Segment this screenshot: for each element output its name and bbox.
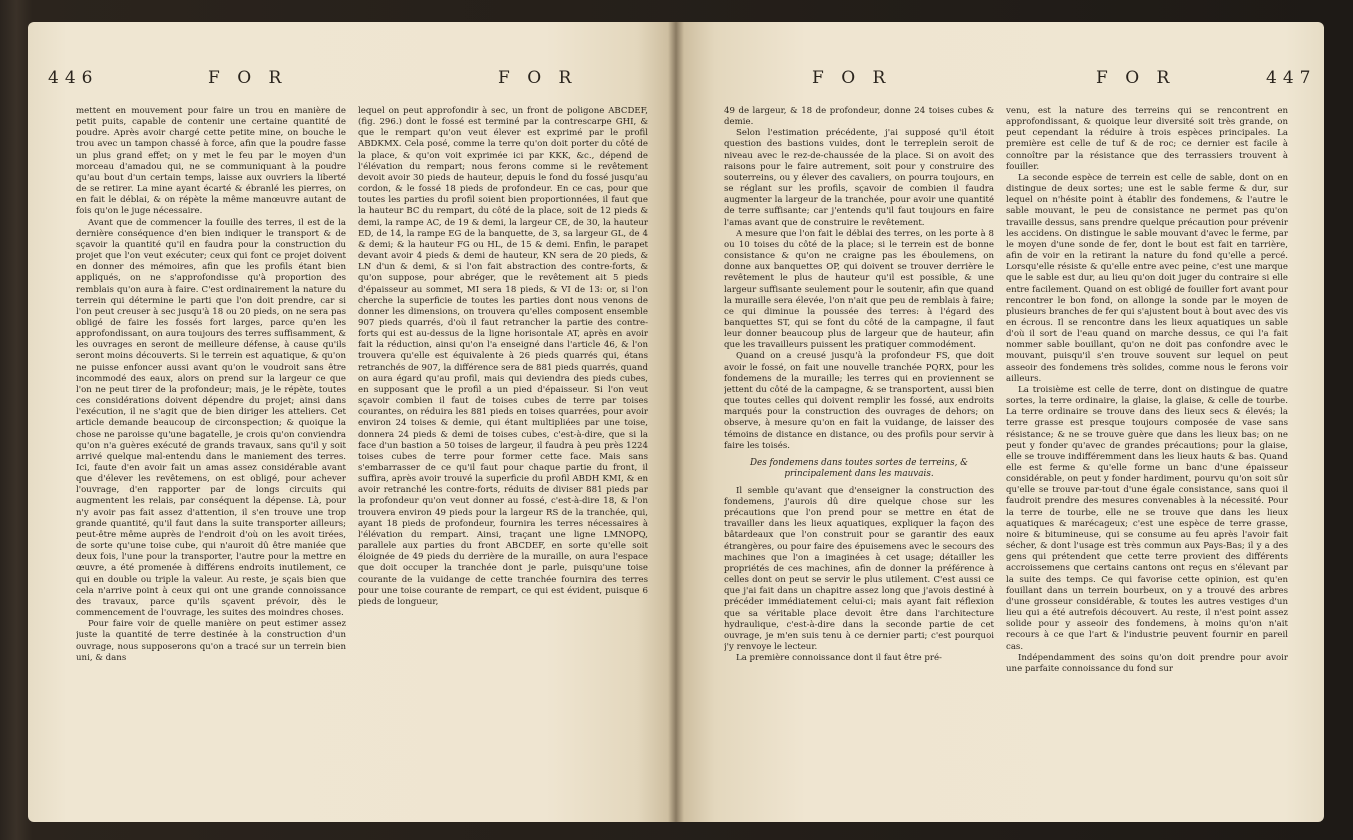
left-column-2	[358, 106, 648, 806]
right-head-title-1: F O R	[812, 68, 892, 88]
paragraph: Pour faire voir de quelle manière on peut estimer assez juste la quantité de terre destinée à la construction d'un ouvrage, nous supposerons qu'on a tracé sur un terrein bien uni, & dans	[76, 619, 346, 663]
left-page-number: 446	[48, 68, 99, 88]
paragraph: Avant que de commencer la fouille des terres, il est de la dernière conséquence d'en bien indiquer le transport & de sçavoir la quantité qu'il en faudra pour la construction du projet que l'on veut exécuter; ceux qui font ce projet doivent en donner des mémoires, afin que les profils étant bien appliqués, on ne s'approfondisse qu'à proportion des remblais qu'on aura à faire. C'est ordinairement la nature du terrein qui détermine le parti que l'on doit prendre, car si l'on peut creuser à sec jusqu'à 18 ou 20 pieds, on ne sera pas obligé de faire les fossés fort larges, parce qu'en les approfondissant, on aura toujours des terres suffisamment, & les ouvrages en seront de meilleure défense, à cause qu'ils seront moins découverts. Si le terrein est aquatique, & qu'on ne puisse enfoncer aussi avant qu'on le voudroit sans être incommodé des eaux, alors on prend sur la largeur ce que l'on ne peut tirer de la profondeur; mais, je le répète, toutes ces considérations doivent dépendre du projet; ainsi dans l'exécution, il ne s'agit que de bien diriger les atteliers. Cet article demande beaucoup de circonspection; & quoique la chose ne paroisse qu'une bagatelle, je crois qu'on conviendra qu'on n'a guères exécuté de grands travaux, sans qu'il y soit arrivé quelque mal-entendu dans le maniement des terres. Ici, faute d'en avoir fait un amas assez considérable avant que d'élever les revêtemens, on est obligé, pour achever l'ouvrage, d'en rapporter par de longs circuits qui augmentent les relais, par conséquent la dépense. Là, pour n'y avoir pas fait assez d'attention, il s'en trouve une trop grande quantité, qu'il faut dans la suite transporter ailleurs; peut-être même auprès de l'endroit d'où on les avoit tirées, de sorte qu'une toise cube, qui n'auroit dû être maniée que deux fois, l'une pour la transporter, l'autre pour la mettre en œuvre, a été promenée à différens endroits inutilement, ce qui en double ou triple la valeur. Au reste, je sçais bien que cela n'arrive point à ceux qui ont une grande connoissance des travaux, parce qu'ils sçavent prévoir, dès le commencement de l'ouvrage, les suites des moindres choses.	[76, 217, 346, 619]
left-page	[28, 22, 676, 822]
right-page-number: 447	[1266, 68, 1317, 88]
paragraph: Indépendamment des soins qu'on doit prendre pour avoir une parfaite connoissance du fond sur	[1006, 652, 1288, 674]
paragraph: lequel on peut approfondir à sec, un front de poligone ABCDEF, (fig. 296.) dont le fossé est terminé par la contrescarpe GHI, & que le rempart qu'on veut élever est exprimé par le profil ABDKMX. Cela posé, comme la terre qu'on doit porter du côté de la place, & qu'on voit exprimée ici par KKK, &c., dépend de l'élévation du rempart; nous ferons comme si le revêtement devoit avoir 30 pieds de hauteur, depuis le fond du fossé jusqu'au cordon, & le fossé 18 pieds de profondeur. En ce cas, pour que toutes les parties du profil soient bien proportionnées, il faut que la hauteur BC du rempart, du côté de la place, soit de 12 pieds & demi, la rampe AC, de 19 & demi, la largeur CE, de 30, la hauteur ED, de 14, la rampe EG de la banquette, de 3, sa largeur GL, de 4 & demi; & la hauteur FG ou HL, de 15 & demi. Enfin, le parapet devant avoir 4 pieds & demi de hauteur, KN sera de 20 pieds, & LN d'un & demi, & si l'on fait abstraction des contre-forts, & qu'on suppose, pour abréger, que le revêtement ait 5 pieds d'épaisseur au sommet, MI sera 18 pieds, & VI de 13: or, si l'on cherche la superficie de toutes les parties dont nous venons de donner les dimensions, on trouvera qu'elles composent ensemble 907 pieds quarrés, d'où il faut retrancher la partie des contre-forts qui est au-dessus de la ligne horisontale AT, après en avoir fait la réduction, ainsi qu'on l'a enseigné dans l'article 46, & l'on trouvera qu'elle est équivalente à 26 pieds quarrés qui, étans retranchés de 907, la différence sera de 881 pieds quarrés, quand on aura égard qu'au profil, mais qui deviendra des pieds cubes, en supposant que le profil a un pied d'épaisseur. Si l'on veut sçavoir combien il faut de toises cubes de terre par toises courantes, on réduira les 881 pieds en toises quarrées, pour avoir environ 24 toises & demie, qui étant multipliées par une toise, donnera 24 pieds & demi de toises cubes, c'est-à-dire, que si la face d'un bastion a 50 toises de largeur, il faudra à peu près 1224 toises cubes de terre pour former cette face. Mais sans s'embarrasser de ce qu'il faut pour chaque partie du front, il suffira, après avoir trouvé la superficie du profil ABDH KMI, & en avoir retranché les contre-forts, réduits de diviser 881 pieds par la profondeur qu'on veut donner au fossé, c'est-à-dire 18, & l'on trouvera environ 49 pieds pour la largeur RS de la tranchée, qui, ayant 18 pieds de profondeur, fournira les terres nécessaires à l'élévation du rempart. Ainsi, traçant une ligne LMNOPQ, parallele aux parties du front ABCDEF, en sorte qu'elle soit éloignée de 49 pieds du derrière de la muraille, on aura l'espace que doit occuper la tranchée dont je parle, puisqu'une toise courante de la vuidange de cette tranchée fournira des terres pour une toise courante de rempart, ce qui est évident, puisque 6 pieds de longueur,	[358, 106, 648, 607]
paragraph: Quand on a creusé jusqu'à la profondeur FS, que doit avoir le fossé, on fait une nouvelle tranchée PQRX, pour les fondemens de la muraille; les terres qui en proviennent se jettent du côté de la campagne, & se transportent, aussi bien que toutes celles qui doivent remplir les fossé, aux endroits marqués pour la construction des ouvrages de dehors; on observe, à mesure qu'on en fait la vuidange, de laisser des témoins de distance en distance, ou des profils pour servir à faire les toisés.	[724, 351, 994, 451]
paragraph: Il semble qu'avant que d'enseigner la construction des fondemens, j'aurois dû dire quelque chose sur les précautions que l'on prend pour se mettre en état de travailler dans les lieux aquatiques, expliquer la façon des bâtardeaux que l'on construit pour se garantir des eaux étrangères, ou pour faire des épuisemens avec le secours des machines que l'on a imaginées à cet usage; détailler les propriétés de ces machines, afin de donner la préférence à celles dont on peut se servir le plus utilement. C'est aussi ce que j'ai fait dans un chapitre assez long que j'avois destiné à précéder immédiatement celui-ci; mais ayant fait réflexion que sa véritable place devoit être dans l'architecture hydraulique, c'est-à-dire dans la seconde partie de cet ouvrage, je m'en suis tenu à ce dernier parti; c'est pourquoi j'y renvoye le lecteur.	[724, 485, 994, 653]
left-head-title-1: F O R	[208, 68, 288, 88]
right-page	[676, 22, 1324, 822]
left-column-1	[76, 106, 346, 806]
right-column-1	[724, 106, 994, 806]
paragraph: La seconde espèce de terrein est celle de sable, dont on en distingue de deux sortes; une est le sable ferme & dur, sur lequel on n'hésite point à établir des fondemens, & l'autre le sable mouvant, le peu de consistance ne permet pas qu'on travaille dessus, sans prendre quelque précaution pour prévenir les accidens. On distingue le sable mouvant d'avec le ferme, par le moyen d'une sonde de fer, dont le bout est fait en tarrière, afin de voir en la retirant la nature du fond qu'elle a percé. Lorsqu'elle résiste & qu'elle entre avec peine, c'est une marque que le sable est dur, au lieu qu'on doit juger du contraire si elle entre facilement. Quand on est obligé de fouiller fort avant pour rencontrer le bon fond, on allonge la sonde par le moyen de plusieurs branches de fer qui s'ajustent bout à bout avec des vis en écrous. Il se rencontre dans les lieux aquatiques un sable d'où il sort de l'eau quand on marche dessus, ce qui l'a fait nommer sable bouillant, qu'on ne doit pas confondre avec le mouvant, puisqu'il s'en trouve souvent sur lequel on peut asseoir des fondemens très solides, comme nous le ferons voir ailleurs.	[1006, 172, 1288, 384]
section-heading: Des fondemens dans toutes sortes de terreins, & principalement dans les mauvais.	[749, 457, 969, 479]
paragraph: A mesure que l'on fait le déblai des terres, on les porte à 8 ou 10 toises du côté de la place; si le terrein est de bonne consistance & qu'on ne craigne pas les éboulemens, on donne aux banquettes OP, qui doivent se trouver derrière le revêtement le plus de hauteur qu'il est possible, & une largeur suffisante seulement pour le soutenir, afin que quand la muraille sera élevée, l'on n'ait que peu de remblais à faire; ce qui diminue la poussée des terres: à l'égard des banquettes ST, qui se font du côté de la campagne, il faut leur donner beaucoup plus de largeur que de hauteur, afin que les travailleurs puissent les pratiquer commodément.	[724, 228, 994, 351]
paragraph: La première connoissance dont il faut être pré-	[736, 653, 942, 664]
right-column-2	[1006, 106, 1288, 806]
right-running-head	[676, 68, 1324, 94]
right-head-title-2: F O R	[1096, 68, 1176, 88]
paragraph: venu, est la nature des terreins qui se rencontrent en approfondissant, & quoique leur diversité soit très grande, on peut cependant la réduire à trois espèces principales. La première est celle de tuf & de roc; ce dernier est facile à connoître par la résistance que des terrassiers trouvent à fouiller.	[1006, 106, 1288, 172]
paragraph: mettent en mouvement pour faire un trou en manière de petit puits, capable de contenir une certaine quantité de poudre. Après avoir chargé cette petite mine, on bouche le trou avec un tampon chassé à force, afin que la poudre fasse un plus grand effet; on y met le feu par le moyen d'un morceau d'amadou qui, ne se communiquant à la poudre qu'au bout d'un certain temps, laisse aux ouvriers la liberté de se retirer. La mine ayant écarté & ébranlé les pierres, on en fait le déblai, & on répète la même manœuvre autant de fois qu'on le juge nécessaire.	[76, 106, 346, 217]
paragraph: La troisième est celle de terre, dont on distingue de quatre sortes, la terre ordinaire, la glaise, la glaise, & celle de tourbe. La terre ordinaire se trouve dans des lieux secs & élevés; la terre grasse est presque toujours composée de vase sans résistance; & ne se trouve guère que dans les lieux bas; on ne peut y fonder qu'avec de grandes précautions; pour la glaise, elle se trouve indifféremment dans les lieux hauts & bas. Quand elle est ferme & qu'elle forme un banc d'une épaisseur considérable, on peut y fonder hardiment, pourvu qu'on soit sûr qu'elle se trouve par-tout d'une égale consistance, sans quoi il faudroit prendre des mesures convenables à la nécessité. Pour la terre de tourbe, elle ne se trouve que dans les lieux aquatiques & marécageux; c'est une espèce de terre grasse, noire & bitumineuse, qui se consume au feu après l'avoir fait sécher, & dont l'usage est très commun aux Pays-Bas; il y a des gens qui prétendent que cette terre provient des différents accroissemens que certains cantons ont reçus en s'élevant par la suite des temps. Ce qui favorise cette opinion, est qu'en fouillant dans un terrein bourbeux, on y a trouvé des arbres d'une grosseur considérable, & toutes les autres vestiges d'un lieu qui a été autrefois découvert. Au reste, il n'est point assez solide pour y asseoir des fondemens, à moins qu'on n'ait recours à ce que l'art & l'industrie peuvent fournir en pareil cas.	[1006, 384, 1288, 652]
left-running-head	[28, 68, 676, 94]
left-head-title-2: F O R	[498, 68, 578, 88]
paragraph: 49 de largeur, & 18 de profondeur, donne 24 toises cubes & demie.	[724, 106, 994, 128]
paragraph: Selon l'estimation précédente, j'ai supposé qu'il étoit question des bastions vuides, dont le terreplein seroit de niveau avec le rez-de-chaussée de la place. Si on avoit des raisons pour le faire autrement, soit pour y construire des souterreins, ou y élever des cavaliers, on pourra toujours, en se réglant sur les profils, sçavoir de combien il faudra augmenter la largeur de la tranchée, pour avoir une quantité de terre suffisante; car j'entends qu'il faut toujours en faire l'amas avant que de construire le revêtement.	[724, 128, 994, 228]
